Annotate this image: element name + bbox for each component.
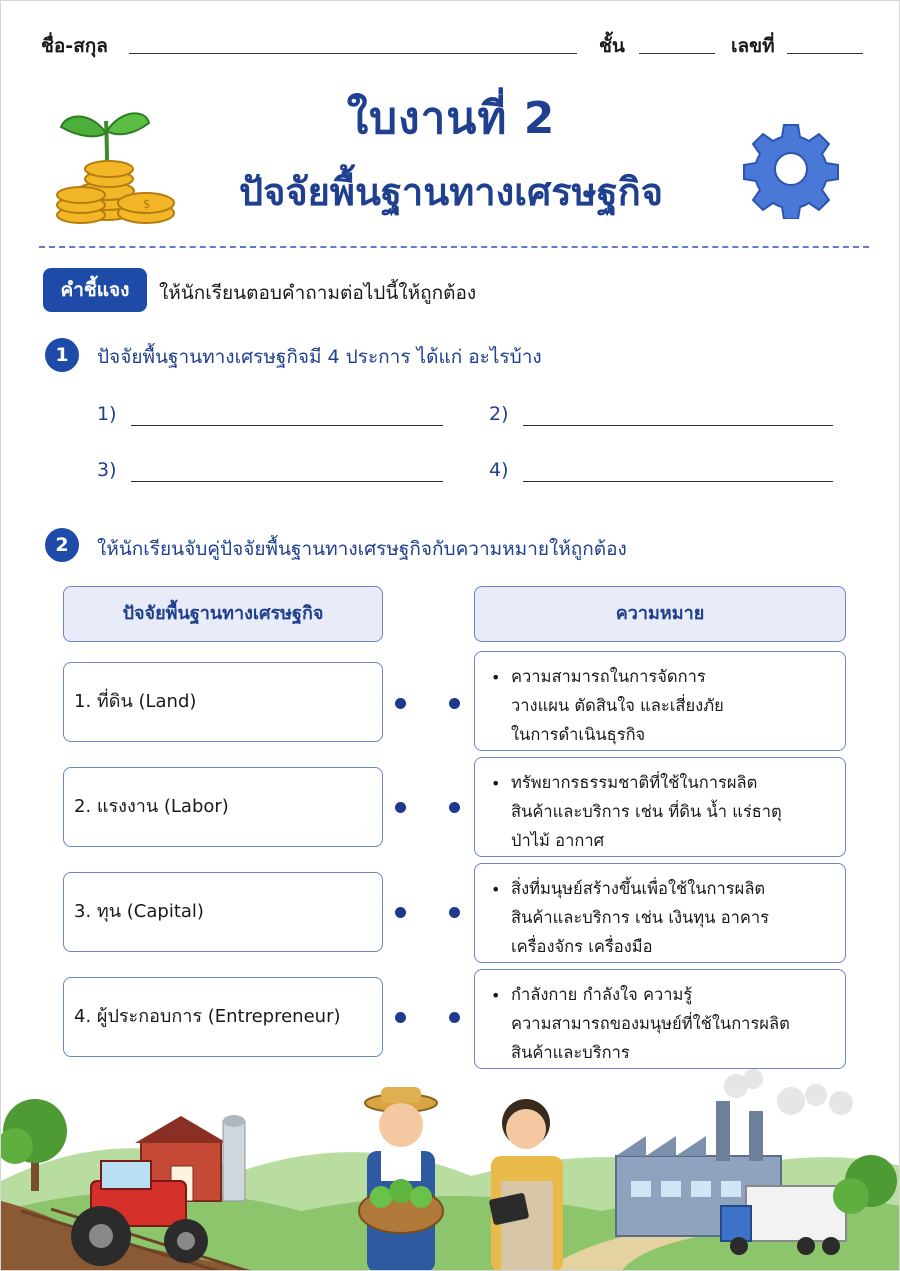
factor-box-3: 3. ทุน (Capital) [63,872,383,952]
meaning-4-line-2: ความสามารถของมนุษย์ที่ใช้ในการผลิต [511,1014,790,1033]
meaning-column-header: ความหมาย [474,586,846,642]
name-field-line[interactable] [129,53,577,54]
answer-blank-3[interactable] [97,459,447,481]
match-dot-right-1[interactable] [449,698,460,709]
meaning-1-line-2: วางแผน ตัดสินใจ และเสี่ยงภัย [511,696,724,715]
class-label: ชั้น [599,35,625,57]
factor-column-header: ปัจจัยพื้นฐานทางเศรษฐกิจ [63,586,383,642]
answer-blank-1-label: 1) [97,403,117,425]
section-divider [39,246,869,248]
gear-icon [741,119,841,219]
match-dot-right-4[interactable] [449,1012,460,1023]
name-label: ชื่อ-สกุล [41,35,108,57]
economy-scene-illustration [1,1061,900,1271]
meaning-2-line-3: ป่าไม้ อากาศ [511,831,605,850]
meaning-4-line-1: กำลังกาย กำลังใจ ความรู้ [511,985,693,1004]
answer-blank-4-label: 4) [489,459,509,481]
instruction-badge: คำชี้แจง [43,268,147,312]
bullet: • [491,668,501,687]
match-dot-left-2[interactable] [395,802,406,813]
answer-blank-2[interactable] [489,403,839,425]
factor-box-1: 1. ที่ดิน (Land) [63,662,383,742]
answer-blank-4[interactable] [489,459,839,481]
meaning-box-4 [474,969,846,1069]
student-info-row [41,31,861,59]
bullet: • [491,774,501,793]
meaning-box-3 [474,863,846,963]
answer-line[interactable] [131,481,443,482]
meaning-2-line-1: ทรัพยากรธรรมชาติที่ใช้ในการผลิต [511,773,758,792]
meaning-1-line-3: ในการดำเนินธุรกิจ [511,725,646,744]
answer-line[interactable] [131,425,443,426]
answer-blank-3-label: 3) [97,459,117,481]
question-1-number: 1 [45,338,79,372]
factor-box-4: 4. ผู้ประกอบการ (Entrepreneur) [63,977,383,1057]
worksheet-subtitle: ปัจจัยพื้นฐานทางเศรษฐกิจ [239,170,663,214]
match-dot-right-3[interactable] [449,907,460,918]
meaning-3-line-2: สินค้าและบริการ เช่น เงินทุน อาคาร [511,908,770,927]
class-field-line[interactable] [639,53,715,54]
worksheet-title: ใบงานที่ 2 [346,93,556,144]
farmer-icon [359,1087,443,1271]
number-field-line[interactable] [787,53,863,54]
match-dot-left-4[interactable] [395,1012,406,1023]
svg-text:$: $ [143,197,151,211]
meaning-box-1 [474,651,846,751]
number-label: เลขที่ [731,35,775,57]
answer-line[interactable] [523,481,833,482]
factor-box-2: 2. แรงงาน (Labor) [63,767,383,847]
question-2-number: 2 [45,528,79,562]
question-2-text: ให้นักเรียนจับคู่ปัจจัยพื้นฐานทางเศรษฐกิจกับความหมายให้ถูกต้อง [97,538,627,560]
answer-blank-2-label: 2) [489,403,509,425]
question-1-text: ปัจจัยพื้นฐานทางเศรษฐกิจมี 4 ประการ ได้แก่ อะไรบ้าง [97,346,542,368]
meaning-box-2 [474,757,846,857]
instruction-text: ให้นักเรียนตอบคำถามต่อไปนี้ให้ถูกต้อง [159,282,477,304]
meaning-4-line-3: สินค้าและบริการ [511,1043,630,1062]
meaning-3-line-3: เครื่องจักร เครื่องมือ [511,937,653,956]
match-dot-left-3[interactable] [395,907,406,918]
bullet: • [491,880,501,899]
bullet: • [491,986,501,1005]
answer-line[interactable] [523,425,833,426]
meaning-1-line-1: ความสามารถในการจัดการ [511,667,706,686]
meaning-2-line-2: สินค้าและบริการ เช่น ที่ดิน น้ำ แร่ธาตุ [511,802,782,821]
answer-blank-1[interactable] [97,403,447,425]
meaning-3-line-1: สิ่งที่มนุษย์สร้างขึ้นเพื่อใช้ในการผลิต [511,879,766,898]
worker-icon [489,1099,563,1271]
match-dot-left-1[interactable] [395,698,406,709]
match-dot-right-2[interactable] [449,802,460,813]
